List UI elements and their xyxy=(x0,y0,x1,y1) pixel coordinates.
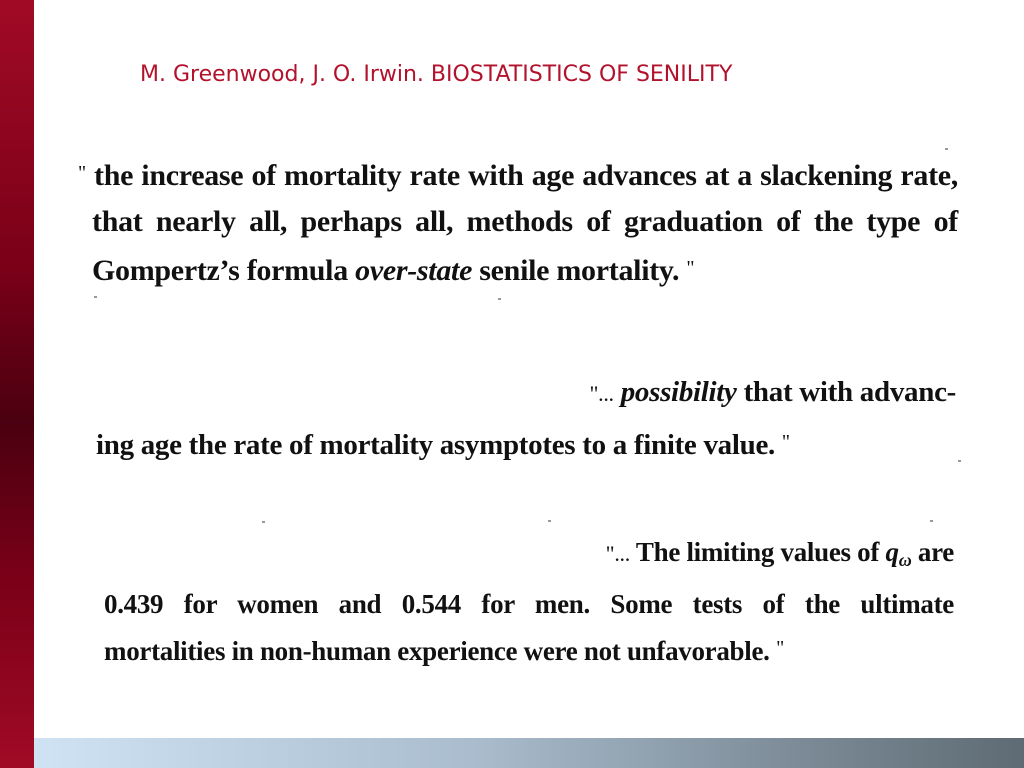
quote1-line-3-a: Gompertz’s formula xyxy=(92,254,348,287)
quote3-q-subscript: ω xyxy=(898,550,912,570)
quote3-line-3 xyxy=(104,626,954,673)
quote3-line-3-text: mortalities in non-human experience were not unfavorable. xyxy=(104,636,770,666)
scan-speck xyxy=(548,520,551,522)
quote2-line-1-b: that with advanc- xyxy=(743,376,956,408)
scan-speck xyxy=(958,460,961,462)
quote1-line-1-text: the increase of mortality rate with age advances at a slackening rate, xyxy=(94,159,958,192)
quote3-line-2: 0.439 for women and 0.544 for men. Some tests of the ultimate xyxy=(104,589,954,619)
quote3-close-mark: " xyxy=(776,637,784,659)
quote1-open-mark: " xyxy=(78,162,86,184)
quote1-emphasis: over-state xyxy=(355,254,473,287)
quote2-line-2 xyxy=(96,418,956,469)
quote2-close-mark: " xyxy=(781,431,790,453)
quote3-line-1-a: The limiting values of xyxy=(635,537,880,567)
quote3-line-1 xyxy=(104,530,954,582)
quote1-line-1 xyxy=(78,150,958,199)
quote2-line-1 xyxy=(96,368,956,418)
quote-block-1 xyxy=(78,150,958,294)
quote3-q-symbol: q xyxy=(885,537,899,567)
scan-speck xyxy=(94,296,97,298)
scan-speck xyxy=(945,148,948,150)
scan-speck xyxy=(498,298,501,300)
scan-speck xyxy=(930,520,933,522)
quote2-lead: "... xyxy=(589,381,614,406)
bottom-gradient-bar xyxy=(34,738,1024,768)
quote-block-2 xyxy=(96,368,956,469)
left-accent-bar xyxy=(0,0,34,768)
quote1-line-2: that nearly all, perhaps all, methods of graduation of the type of xyxy=(92,205,958,238)
quote1-line-3 xyxy=(78,245,958,294)
scan-speck xyxy=(262,521,265,523)
quote2-line-2-text: ing age the rate of mortality asymptotes to a finite value. xyxy=(96,429,775,461)
slide-title: M. Greenwood, J. O. Irwin. BIOSTATISTICS OF SENILITY xyxy=(140,62,733,87)
quote1-line-3-b: senile mortality. xyxy=(479,254,680,287)
quote2-emphasis: possibility xyxy=(620,376,737,408)
quote3-lead: "... xyxy=(605,541,630,566)
quote-block-3 xyxy=(104,530,954,673)
quote1-close-mark: " xyxy=(686,257,695,279)
quote3-line-1-b: are xyxy=(917,537,954,567)
